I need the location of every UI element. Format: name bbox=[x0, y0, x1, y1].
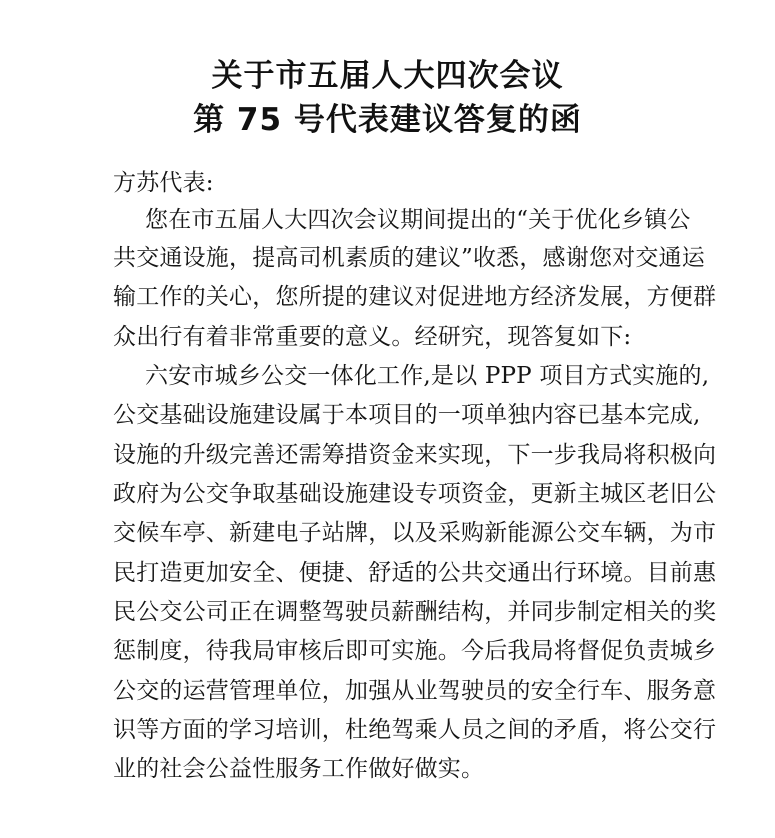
paragraph-2-line-5: 交候车亭、新建电子站牌，以及采购新能源公交车辆，为市 bbox=[113, 520, 717, 546]
paragraph-2-line-10: 识等方面的学习培训，杜绝驾乘人员之间的矛盾，将公交行 bbox=[113, 717, 717, 743]
paragraph-2-line-4: 政府为公交争取基础设施建设专项资金，更新主城区老旧公 bbox=[113, 481, 717, 507]
paragraph-1-line-4: 众出行有着非常重要的意义。经研究，现答复如下: bbox=[113, 324, 632, 350]
paragraph-2-line-6: 民打造更加安全、便捷、舒适的公共交通出行环境。目前惠 bbox=[113, 560, 717, 586]
paragraph-1-line-2: 共交通设施，提高司机素质的建议”收悉，感谢您对交通运 bbox=[113, 245, 705, 271]
salutation: 方苏代表: bbox=[113, 170, 214, 196]
paragraph-2-line-9: 公交的运营管理单位，加强从业驾驶员的安全行车、服务意 bbox=[113, 678, 717, 704]
paragraph-2-line-8: 惩制度，待我局审核后即可实施。今后我局将督促负责城乡 bbox=[113, 638, 717, 664]
paragraph-2-line-11: 业的社会公益性服务工作做好做实。 bbox=[113, 756, 485, 782]
document-title-line-2: 第 75 号代表建议答复的函 bbox=[193, 102, 582, 138]
paragraph-1-line-3: 输工作的关心，您所提的建议对促进地方经济发展，方便群 bbox=[113, 284, 717, 310]
paragraph-2-line-1: 六安市城乡公交一体化工作,是以 PPP 项目方式实施的, bbox=[145, 363, 710, 389]
paragraph-2-line-7: 民公交公司正在调整驾驶员薪酬结构，并同步制定相关的奖 bbox=[113, 599, 717, 625]
paragraph-1-line-1: 您在市五届人大四次会议期间提出的“关于优化乡镇公 bbox=[145, 207, 691, 233]
paragraph-2-line-2: 公交基础设施建设属于本项目的一项单独内容已基本完成, bbox=[113, 402, 701, 428]
paragraph-2-line-3: 设施的升级完善还需筹措资金来实现，下一步我局将积极向 bbox=[113, 442, 717, 468]
document-title-line-1: 关于市五届人大四次会议 bbox=[211, 58, 564, 94]
